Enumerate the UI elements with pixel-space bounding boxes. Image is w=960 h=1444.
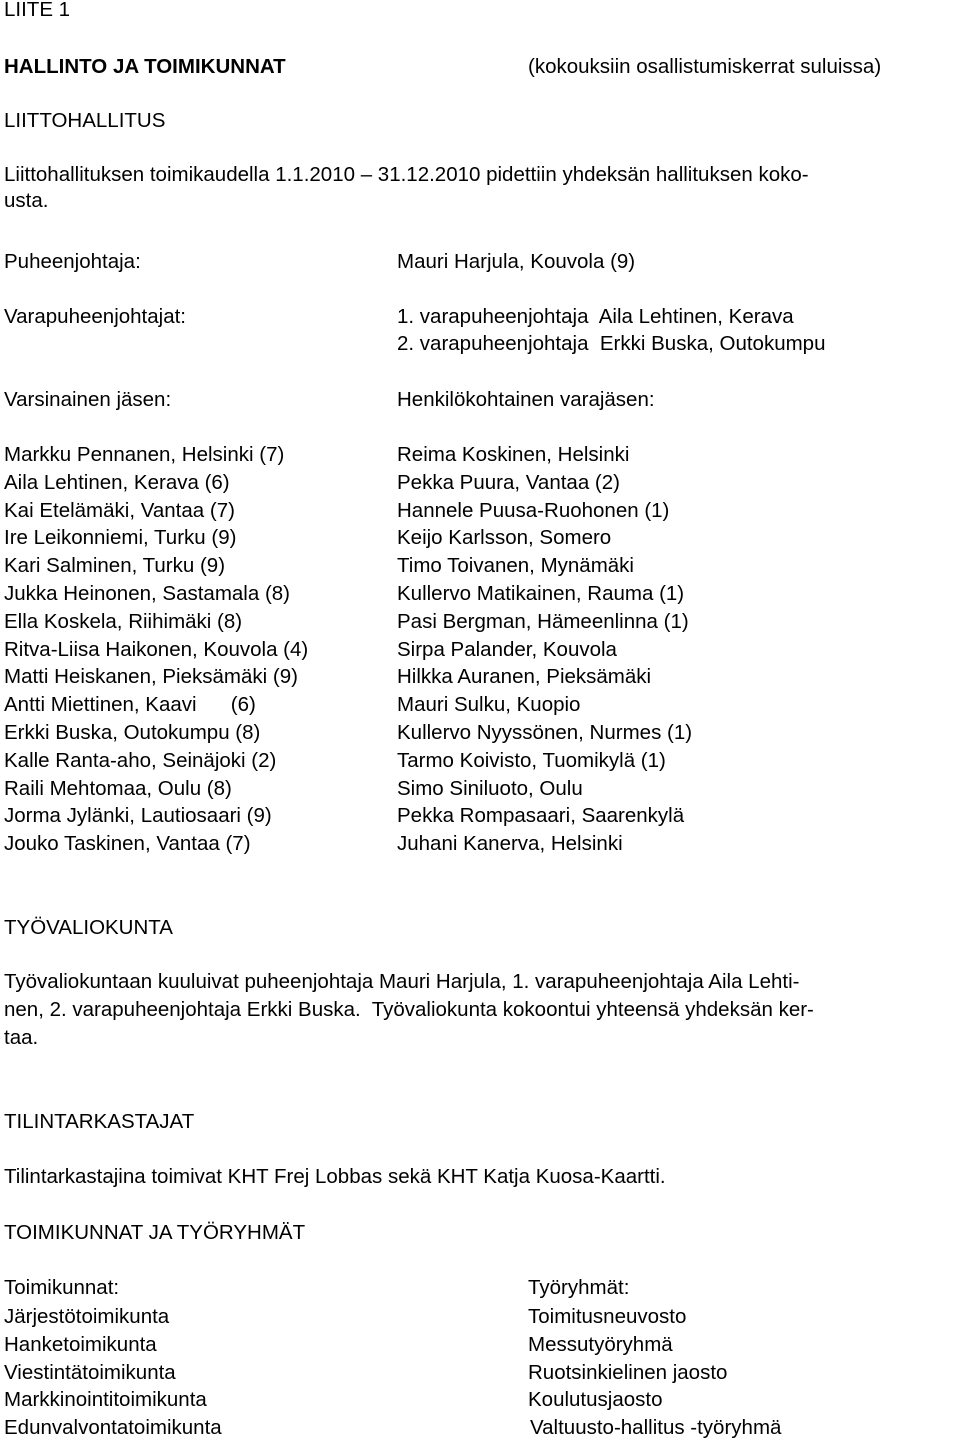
appendix-label: LIITE 1 — [4, 0, 71, 21]
member-item: Raili Mehtomaa, Oulu (8) — [4, 776, 232, 800]
members-list — [4, 441, 308, 858]
deputy-item: Timo Toivanen, Mynämäki — [397, 554, 634, 578]
committees-header: Toimikunnat: — [4, 1276, 120, 1299]
deputy-item: Tarmo Koivisto, Tuomikylä (1) — [397, 748, 666, 772]
member-item: Kalle Ranta-aho, Seinäjoki (2) — [4, 748, 277, 772]
member-item: Kai Etelämäki, Vantaa (7) — [4, 498, 235, 522]
executive-text-line2: nen, 2. varapuheenjohtaja Erkki Buska. Työvaliokunta kokoontui yhteensä yhdeksän ker- — [4, 998, 814, 1021]
working-group-item: Ruotsinkielinen jaosto — [528, 1360, 728, 1384]
deputy-item: Mauri Sulku, Kuopio — [397, 693, 581, 717]
auditors-title: TILINTARKASTAJAT — [4, 1110, 195, 1133]
deputy-item: Pekka Rompasaari, Saarenkylä — [397, 804, 685, 828]
deputy-item: Kullervo Matikainen, Rauma (1) — [397, 581, 685, 605]
member-item: Antti Miettinen, Kaavi (6) — [4, 693, 256, 717]
working-group-item: Toimitusneuvosto — [528, 1305, 687, 1328]
deputy-item: Simo Siniluoto, Oulu — [397, 776, 583, 800]
auditors-text: Tilintarkastajina toimivat KHT Frej Lobbas sekä KHT Katja Kuosa-Kaartti. — [4, 1165, 666, 1188]
working-group-item: Valtuusto-hallitus -työryhmä — [530, 1416, 782, 1440]
member-item: Markku Pennanen, Helsinki (7) — [4, 443, 285, 466]
working-groups-header: Työryhmät: — [528, 1276, 630, 1299]
board-title: LIITTOHALLITUS — [4, 109, 166, 132]
vice-chair-2: 2. varapuheenjohtaja Erkki Buska, Outokumpu — [397, 332, 826, 355]
executive-text-line1: Työvaliokuntaan kuuluivat puheenjohtaja Mauri Harjula, 1. varapuheenjohtaja Aila Lehti- — [4, 970, 800, 993]
heading-note: (kokouksiin osallistumiskerrat suluissa) — [528, 55, 882, 78]
members-header: Varsinainen jäsen: — [4, 388, 172, 411]
member-item: Jouko Taskinen, Vantaa (7) — [4, 832, 251, 856]
member-item: Ella Koskela, Riihimäki (8) — [4, 609, 243, 633]
member-item: Matti Heiskanen, Pieksämäki (9) — [4, 665, 298, 689]
committees-list — [4, 1303, 222, 1442]
member-item: Jukka Heinonen, Sastamala (8) — [4, 581, 291, 605]
working-group-item: Koulutusjaosto — [528, 1388, 663, 1412]
vice-chairs-label: Varapuheenjohtajat: — [4, 305, 186, 328]
committee-item: Järjestötoimikunta — [4, 1305, 170, 1328]
committees-title: TOIMIKUNNAT JA TYÖRYHMÄT — [4, 1221, 306, 1244]
deputy-item: Reima Koskinen, Helsinki — [397, 443, 630, 466]
deputy-item: Hilkka Auranen, Pieksämäki — [397, 665, 652, 689]
deputy-item: Keijo Karlsson, Somero — [397, 526, 612, 550]
board-intro-line1: Liittohallituksen toimikaudella 1.1.2010 – 31.12.2010 pidettiin yhdeksän hallituksen koko- — [4, 163, 809, 186]
deputy-item: Juhani Kanerva, Helsinki — [397, 832, 623, 856]
deputies-header: Henkilökohtainen varajäsen: — [397, 388, 655, 411]
committee-item: Markkinointitoimikunta — [4, 1388, 207, 1412]
working-group-item: Messutyöryhmä — [528, 1332, 673, 1356]
chair-value: Mauri Harjula, Kouvola (9) — [397, 250, 636, 273]
deputy-item: Kullervo Nyyssönen, Nurmes (1) — [397, 720, 693, 744]
page-heading: HALLINTO JA TOIMIKUNNAT — [4, 55, 286, 78]
deputy-item: Hannele Puusa-Ruohonen (1) — [397, 498, 670, 522]
working-groups-list — [528, 1303, 781, 1442]
member-item: Jorma Jylänki, Lautiosaari (9) — [4, 804, 272, 828]
member-item: Ritva-Liisa Haikonen, Kouvola (4) — [4, 637, 309, 661]
committee-item: Hanketoimikunta — [4, 1332, 157, 1356]
deputy-item: Pasi Bergman, Hämeenlinna (1) — [397, 609, 689, 633]
vice-chair-1: 1. varapuheenjohtaja Aila Lehtinen, Kerava — [397, 305, 794, 328]
board-intro-line2: usta. — [4, 189, 49, 212]
member-item: Erkki Buska, Outokumpu (8) — [4, 720, 261, 744]
member-item: Kari Salminen, Turku (9) — [4, 554, 226, 578]
deputy-item: Sirpa Palander, Kouvola — [397, 637, 617, 661]
committee-item: Viestintätoimikunta — [4, 1360, 176, 1384]
member-item: Ire Leikonniemi, Turku (9) — [4, 526, 237, 550]
executive-text-line3: taa. — [4, 1026, 39, 1049]
deputies-list — [397, 441, 692, 858]
chair-label: Puheenjohtaja: — [4, 250, 141, 273]
deputy-item: Pekka Puura, Vantaa (2) — [397, 470, 620, 494]
executive-title: TYÖVALIOKUNTA — [4, 916, 173, 939]
member-item: Aila Lehtinen, Kerava (6) — [4, 470, 230, 494]
committee-item: Edunvalvontatoimikunta — [4, 1416, 222, 1440]
